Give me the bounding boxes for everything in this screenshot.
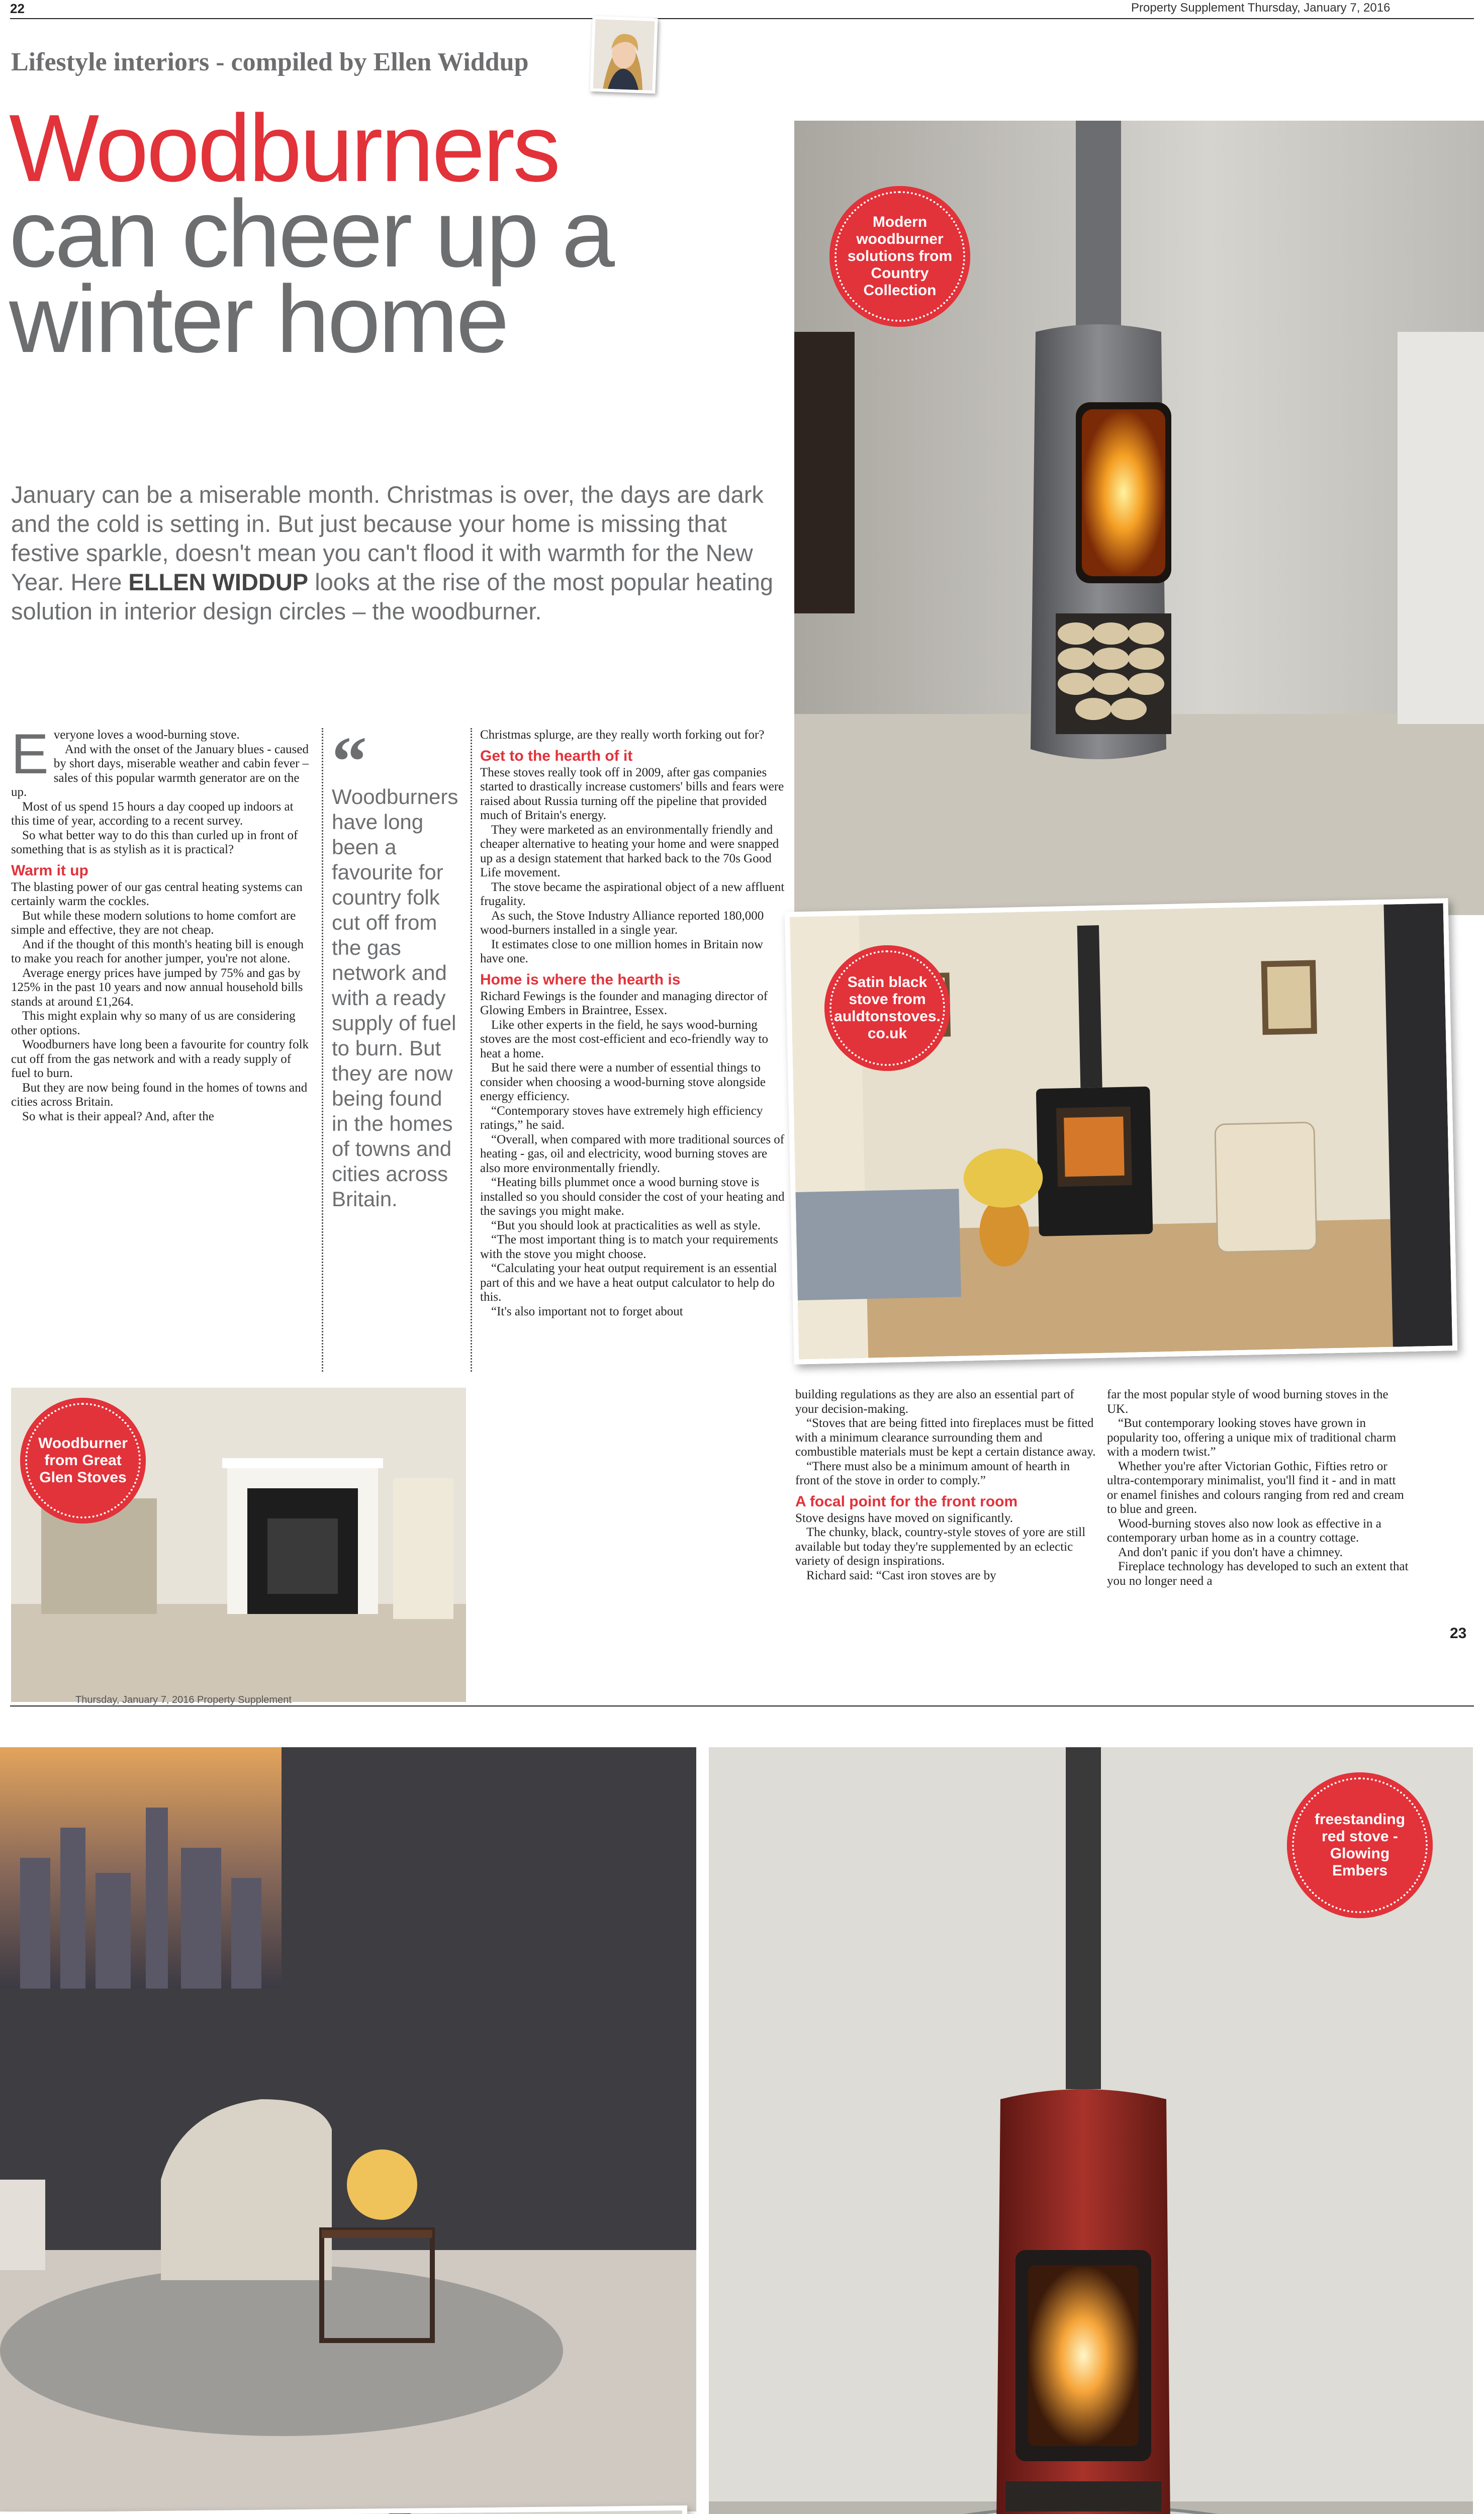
side-page-number: 23 [1450, 1625, 1467, 1642]
standfirst-author: ELLEN WIDDUP [128, 569, 309, 595]
col3-p16: “It's also important not to forget about [491, 1304, 683, 1318]
col1-p12: So what is their appeal? And, after the [22, 1109, 214, 1123]
col3-p9: But he said there were a number of essential things to consider when choosing a wood-burning stove alongside energy efficiency. [480, 1061, 766, 1103]
col1-p5: The blasting power of our gas central heating systems can certainly warm the cockles. [11, 880, 303, 908]
col1-p7: And if the thought of this month's heating bill is enough to make you reach for another jumper, you're not alone. [11, 937, 304, 965]
photo-caption: Thursday, January 7, 2016 Property Supplement [75, 1694, 292, 1705]
top-rule [10, 18, 1474, 19]
col1-p4: So what better way to do this than curled up in front of something that is as stylish as it is practical? [11, 828, 298, 856]
dropcap: E [11, 723, 49, 785]
col3-p15: “Calculating your heat output requirement is an essential part of this and we have a heat output calculator to help do this. [480, 1262, 777, 1304]
col1-p8: Average energy prices have jumped by 75% and gas by 125% in the past 10 years and now annual household bills stands at around £1,264. [11, 966, 303, 1009]
col3-p14: “The most important thing is to match your requirements with the stove you might choose. [480, 1233, 778, 1261]
column-4 [795, 1388, 1096, 1583]
supplement-header: Property Supplement Thursday, January 7, 2016 [1131, 1, 1390, 15]
photo-living-room [0, 1747, 696, 2511]
subhead-focal-point: A focal point for the front room [795, 1493, 1018, 1510]
pullquote [332, 723, 462, 1212]
col5-p5: And don't panic if you don't have a chimney. [1118, 1545, 1343, 1559]
col1-p3: Most of us spend 15 hours a day cooped up indoors at this time of year, according to a recent survey. [11, 799, 294, 828]
col3-p13: “But you should look at practicalities as well as style. [491, 1218, 761, 1232]
col4-p3: “There must also be a minimum amount of hearth in front of the stove in order to comply.” [795, 1459, 1070, 1487]
col3-p12: “Heating bills plummet once a wood burning stove is installed so you should consider the cost of your heating and the savings you might make. [480, 1176, 785, 1218]
headline-line-2: can cheer up a [9, 181, 613, 287]
col3-p5: As such, the Stove Industry Alliance reported 180,000 wood-burners installed in a single year. [480, 909, 764, 937]
headline-line-1: Woodburners [9, 95, 559, 202]
column-divider [471, 728, 472, 1372]
badge-great-glen: Woodburner from Great Glen Stoves [20, 1398, 146, 1523]
page-number: 22 [10, 1, 25, 16]
col1-p6: But while these modern solutions to home comfort are simple and effective, they are not cheap. [11, 909, 296, 937]
col3-p7: Richard Fewings is the founder and managing director of Glowing Embers in Braintree, Essex. [480, 989, 768, 1017]
standfirst [11, 480, 785, 626]
col5-p2: “But contemporary looking stoves have grown in popularity too, offering a unique mix of traditional charm with a modern twist.” [1107, 1416, 1397, 1459]
col1-p10: Woodburners have long been a favourite for country folk cut off from the gas network and with a ready supply of fuel to burn. [11, 1038, 309, 1080]
col5-p3: Whether you're after Victorian Gothic, Fifties retro or ultra-contemporary minimalist, you'll find it - and in matt or enamel finishes and colours ranging from red and cream to blue and green. [1107, 1459, 1404, 1516]
headline-line-3: winter home [9, 266, 507, 373]
standfirst-text: January can be a miserable month. Christmas is over, the days are dark and the cold is setting in. But just because your home is missing that festive sparkle, doesn't mean you can't flood it with warmth for the New Year. Here [11, 481, 764, 595]
column-divider [322, 728, 323, 1372]
badge-red-stove: freestanding red stove - Glowing Embers [1287, 1772, 1433, 1918]
col1-p2: And with the onset of the January blues - caused by short days, miserable weather and cabin fever – sales of this popular warmth generator are on the up. [11, 742, 309, 799]
standfirst-tail: looks at the rise of the most popular heating solution in interior design circles – the woodburner. [11, 569, 774, 624]
col3-p3: They were marketed as an environmentally friendly and cheaper alternative to heating your home and were snapped up as a design statement that harked back to the 70s Good Life movement. [480, 823, 779, 879]
col1-p11: But they are now being found in the homes of towns and cities across Britain. [11, 1081, 308, 1109]
quote-mark-icon: “ [332, 723, 367, 800]
col3-p8: Like other experts in the field, he says wood-burning stoves are the most cost-efficient and eco-friendly way to heat a home. [480, 1018, 768, 1060]
col1-p1: veryone loves a wood-burning stove. [53, 728, 240, 742]
subhead-warm-it-up: Warm it up [11, 862, 88, 879]
column-3 [480, 728, 787, 1319]
column-5 [1107, 1388, 1409, 1588]
col3-p4: The stove became the aspirational object of a new affluent frugality. [480, 880, 785, 908]
col3-p2: These stoves really took off in 2009, after gas companies started to drastically increase customers' bills and fears were raised about Russia turning off the pipeline that provided much of Britain's energy. [480, 765, 784, 822]
column-1 [11, 723, 313, 1124]
badge-country-collection: Modern woodburner solutions from Country Collection [829, 186, 970, 327]
headline [9, 95, 613, 373]
author-avatar [590, 16, 658, 94]
col5-p6: Fireplace technology has developed to such an extent that you no longer need a [1107, 1560, 1409, 1588]
col4-p4: Stove designs have moved on significantly. [795, 1511, 1013, 1525]
col3-p6: It estimates close to one million homes in Britain now have one. [480, 937, 763, 965]
col4-p2: “Stoves that are being fitted into fireplaces must be fitted with a minimum clearance surrounding them and combustible materials must be kept a certain distance away. [795, 1416, 1096, 1459]
subhead-hearth-of-it: Get to the hearth of it [480, 747, 633, 764]
col5-p4: Wood-burning stoves also now look as effective in a contemporary urban home as in a country cottage. [1107, 1516, 1381, 1545]
col4-p6: Richard said: “Cast iron stoves are by [806, 1568, 996, 1582]
col3-p11: “Overall, when compared with more traditional sources of heating - gas, oil and electricity, wood burning stoves are also more environmentally friendly. [480, 1132, 785, 1175]
col1-p9: This might explain why so many of us are considering other options. [11, 1009, 296, 1037]
col3-p10: “Contemporary stoves have extremely high efficiency ratings,” he said. [480, 1104, 763, 1132]
pullquote-text: Woodburners have long been a favourite for country folk cut off from the gas network and with a ready supply of fuel to burn. But they are now being found in the homes of towns and cities across Britain. [332, 785, 458, 1211]
section-kicker: Lifestyle interiors - compiled by Ellen Widdup [11, 48, 529, 76]
subhead-home-hearth: Home is where the hearth is [480, 971, 681, 988]
col5-p1: far the most popular style of wood burning stoves in the UK. [1107, 1388, 1388, 1416]
col4-p1: building regulations as they are also an essential part of your decision-making. [795, 1388, 1074, 1416]
col3-p1: Christmas splurge, are they really worth forking out for? [480, 728, 765, 742]
mid-rule [10, 1705, 1474, 1707]
col4-p5: The chunky, black, country-style stoves of yore are still available but today they're supplemented by an eclectic variety of design inspirations. [795, 1525, 1086, 1568]
badge-satin-black: Satin black stove from auldtonstoves. co.uk [824, 945, 950, 1071]
